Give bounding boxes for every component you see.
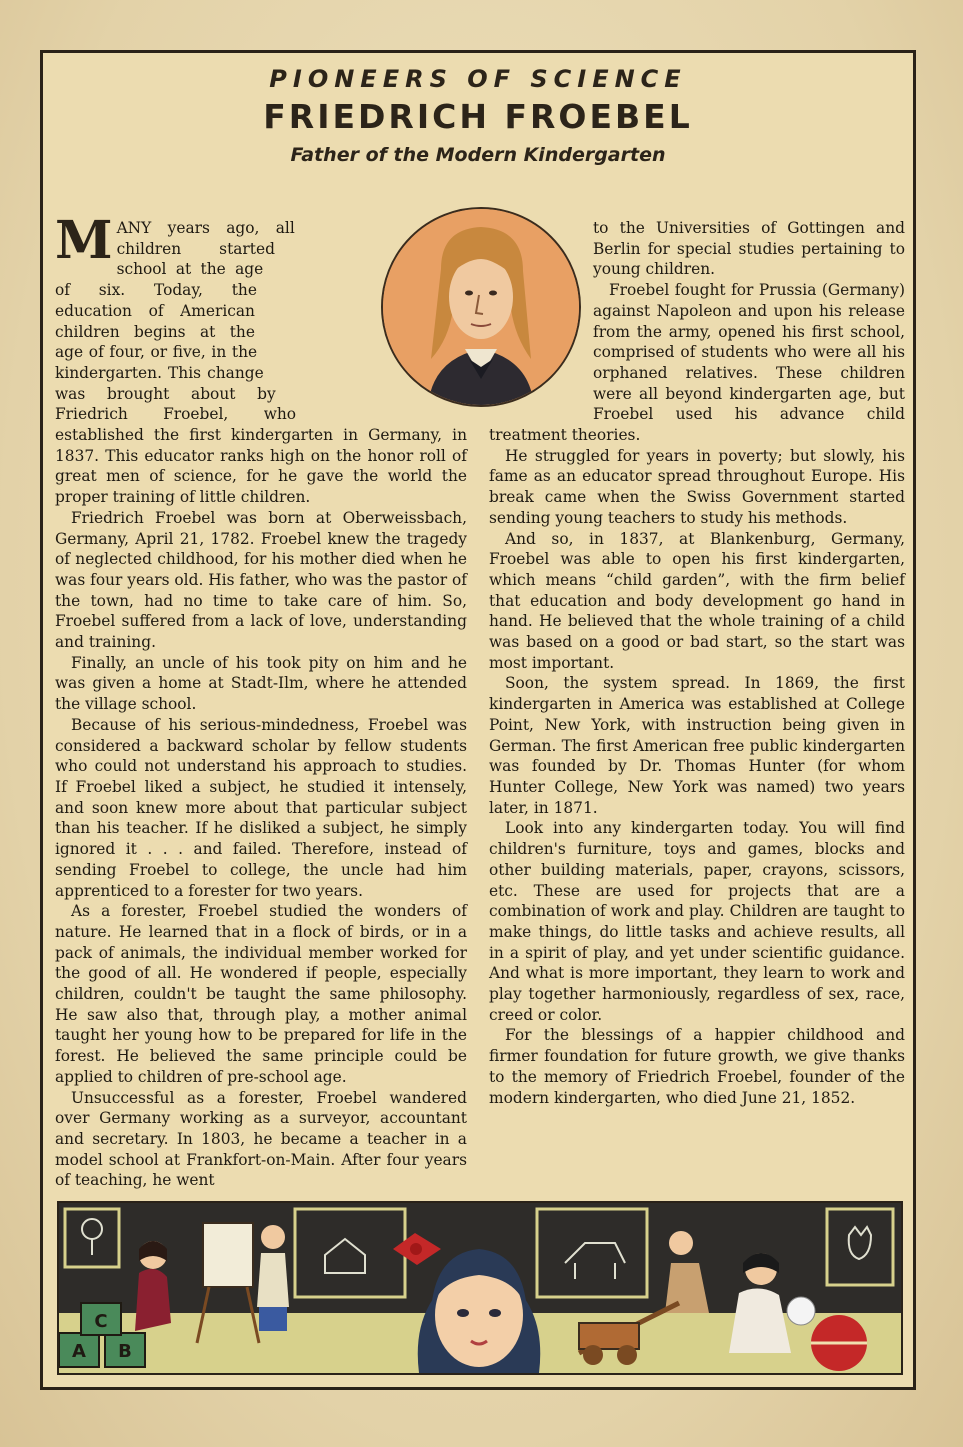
paragraph: For the blessings of a happier childhood and firmer foundation for future growth, we give thanks to the memory of Friedrich Froebel, founder of the modern kindergarten, who died June 21, 1852. <box>489 1026 905 1107</box>
paragraph: Froebel fought for Prussia (Germany) against Napoleon and upon his release from the army, opened his first school, comprised of students who were all his orphaned relatives. These children were all beyond kindergarten age, but Froebel used his advance child treatment theories. <box>489 281 905 445</box>
series-title: PIONEERS OF SCIENCE <box>269 65 687 93</box>
block-letter: C <box>94 1311 108 1332</box>
paragraph: As a forester, Froebel studied the wonders of nature. He learned that in a flock of birds, or in a pack of animals, the individual member worked for the good of all. He wondered if people, especially children, couldn't be taught the same philosophy. He saw also that, through play, a mother animal taught her young how to be prepared for life in the forest. He believed the same principle could be applied to children of pre-school age. <box>55 902 467 1086</box>
paragraph: Look into any kindergarten today. You will find children's furniture, toys and games, blocks and other building materials, paper, crayons, scissors, etc. These are used for projects that are a combination of work and play. Children are taught to make things, do little tasks and achieve results, all in a spirit of play, and yet under scientific guidance. And what is more important, they learn to work and play together harmoniously, regardless of sex, race, creed or color. <box>489 819 905 1024</box>
article-header <box>43 65 913 166</box>
block-letter: B <box>118 1341 132 1362</box>
paragraph: Finally, an uncle of his took pity on him and he was given a home at Stadt-Ilm, where he attended the village school. <box>55 653 467 714</box>
drop-cap: M <box>55 210 113 271</box>
kindergarten-illustration <box>57 1201 903 1375</box>
paragraph: to the Universities of Gottingen and Berlin for special studies pertaining to young children. <box>593 219 905 279</box>
paragraph: He struggled for years in poverty; but slowly, his fame as an educator spread throughout Europe. His break came when the Swiss Government started sending young teachers to study his methods. <box>489 446 905 527</box>
paragraph: MANY years ago, all children started school at the age of six. Today, the education of American children begins at the age of four, or five, in the kindergarten. This change was brought about by Friedrich Froebel, who established the first kindergarten in Germany, in 1837. This educator ranks high on the honor roll of great men of science, for he gave the world the proper training of little children. <box>55 210 467 507</box>
paragraph: Unsuccessful as a forester, Froebel wandered over Germany working as a surveyor, accountant and secretary. In 1803, he became a teacher in a model school at Frankfort-on-Main. After four years of teaching, he went <box>55 1088 467 1190</box>
paragraph: And so, in 1837, at Blankenburg, Germany, Froebel was able to open his first kindergarten, which means “child garden”, with the firm belief that education and body development go hand in hand. He believed that the whole training of a child was based on a good or bad start, so the start was most important. <box>489 529 905 672</box>
article-frame <box>40 50 916 1390</box>
block-letter: A <box>72 1341 86 1362</box>
article-title: FRIEDRICH FROEBEL <box>263 97 693 136</box>
froebel-portrait <box>381 207 581 407</box>
article-subtitle: Father of the Modern Kindergarten <box>290 144 666 166</box>
paragraph: Because of his serious-mindedness, Froebel was considered a backward scholar by fellow students who could not understand his approach to studies. If Froebel liked a subject, he studied it intensely, and soon knew more about that particular subject than his teacher. If he disliked a subject, he simply ignored it . . . and failed. Therefore, instead of sending Froebel to college, the uncle had him apprenticed to a forester for two years. <box>55 715 467 900</box>
paragraph: Friedrich Froebel was born at Oberweissbach, Germany, April 21, 1782. Froebel knew the tragedy of neglected childhood, for his mother died when he was four years old. His father, who was the pastor of the town, had no time to take care of him. So, Froebel suffered from a lack of love, understanding and training. <box>55 508 467 652</box>
paragraph: Soon, the system spread. In 1869, the first kindergarten in America was established at College Point, New York, with instruction being given in German. The first American free public kindergarten was founded by Dr. Thomas Hunter (for whom Hunter College, New York was named) two years later, in 1871. <box>489 674 905 817</box>
